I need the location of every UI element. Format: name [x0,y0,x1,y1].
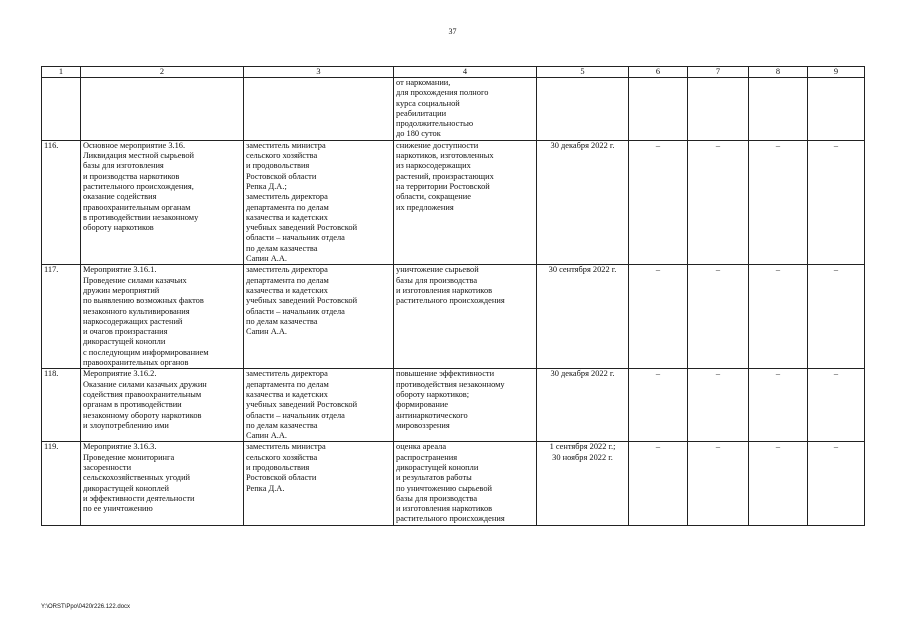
event-cell: Основное мероприятие 3.16. Ликвидация местной сырьевой базы для изготовления и производства наркотиков растительного происхождения, оказание содействия правоохранительным органам в противодействии незаконному обороту наркотиков [81,140,244,265]
col-8-cell: – [749,140,808,265]
col-7-cell: – [688,140,749,265]
page-number: 37 [448,27,457,36]
deadline-cell: 30 декабря 2022 г. [537,140,629,265]
header-col-8: 8 [749,67,808,78]
col-7-cell: – [688,265,749,369]
result-cell: повышение эффективности противодействия незаконному обороту наркотиков; формирование антинаркотического мировоззрения [394,369,537,442]
col-9-cell: – [808,140,865,265]
event-cell [81,78,244,141]
col-8-cell [749,78,808,141]
table-row-118 [42,369,865,442]
col-9-cell: – [808,265,865,369]
row-number: 117. [42,265,81,369]
result-cell: оценка ареала распространения дикорастущей конопли и результатов работы по уничтожению сырьевой базы для производства и изготовления наркотиков растительного происхождения [394,442,537,525]
col-6-cell: – [629,442,688,525]
col-9-cell [808,78,865,141]
header-col-1: 1 [42,67,81,78]
deadline-cell: 30 декабря 2022 г. [537,369,629,442]
col-9-cell: – [808,369,865,442]
column-number-header [42,67,865,78]
header-col-6: 6 [629,67,688,78]
col-8-cell: – [749,442,808,525]
col-6-cell: – [629,265,688,369]
deadline-cell: 30 сентября 2022 г. [537,265,629,369]
result-cell: снижение доступности наркотиков, изготовленных из наркосодержащих растений, произрастающих на территории Ростовской области, сокращение их предложения [394,140,537,265]
plan-table [41,66,865,526]
result-cell: от наркомании, для прохождения полного курса социальной реабилитации продолжительностью до 180 суток [394,78,537,141]
col-7-cell: – [688,442,749,525]
header-col-2: 2 [81,67,244,78]
event-cell: Мероприятие 3.16.1. Проведение силами казачьих дружин мероприятий по выявлению возможных фактов незаконного культивирования наркосодержащих растений и очагов произрастания дикорастущей конопли с последующим информированием правоохранительных органов [81,265,244,369]
deadline-cell: 1 сентября 2022 г.; 30 ноября 2022 г. [537,442,629,525]
header-col-4: 4 [394,67,537,78]
event-cell: Мероприятие 3.16.2. Оказание силами казачьих дружин содействия правоохранительным органам в противодействии незаконному обороту наркотиков и злоупотреблению ими [81,369,244,442]
responsible-cell [244,78,394,141]
header-col-7: 7 [688,67,749,78]
col-8-cell: – [749,265,808,369]
col-9-cell: – [808,442,865,525]
result-cell: уничтожение сырьевой базы для производства и изготовления наркотиков растительного происхождения [394,265,537,369]
col-7-cell: – [688,369,749,442]
file-path-footer: Y:\ORST\Ppo\0420r226.122.docx [41,604,131,610]
row-number: 116. [42,140,81,265]
col-8-cell: – [749,369,808,442]
row-number [42,78,81,141]
responsible-cell: заместитель министра сельского хозяйства и продовольствия Ростовской области Репка Д.А.; заместитель директора департамента по делам казачества и кадетских учебных заведений Ростовской области – начальник отдела по делам казачества Сапин А.А. [244,140,394,265]
col-6-cell [629,78,688,141]
col-6-cell: – [629,369,688,442]
table-row-continuation [42,78,865,141]
responsible-cell: заместитель министра сельского хозяйства и продовольствия Ростовской области Репка Д.А. [244,442,394,525]
header-col-9: 9 [808,67,865,78]
responsible-cell: заместитель директора департамента по делам казачества и кадетских учебных заведений Ростовской области – начальник отдела по делам казачества Сапин А.А. [244,265,394,369]
col-7-cell [688,78,749,141]
table-row-119 [42,442,865,525]
responsible-cell: заместитель директора департамента по делам казачества и кадетских учебных заведений Ростовской области – начальник отдела по делам казачества Сапин А.А. [244,369,394,442]
table-row-117 [42,265,865,369]
header-col-5: 5 [537,67,629,78]
header-col-3: 3 [244,67,394,78]
event-cell: Мероприятие 3.16.3. Проведение мониторинга засоренности сельскохозяйственных угодий дикорастущей коноплей и эффективности деятельности по ее уничтожению [81,442,244,525]
row-number: 118. [42,369,81,442]
row-number: 119. [42,442,81,525]
col-6-cell: – [629,140,688,265]
deadline-cell [537,78,629,141]
table-row-116 [42,140,865,265]
